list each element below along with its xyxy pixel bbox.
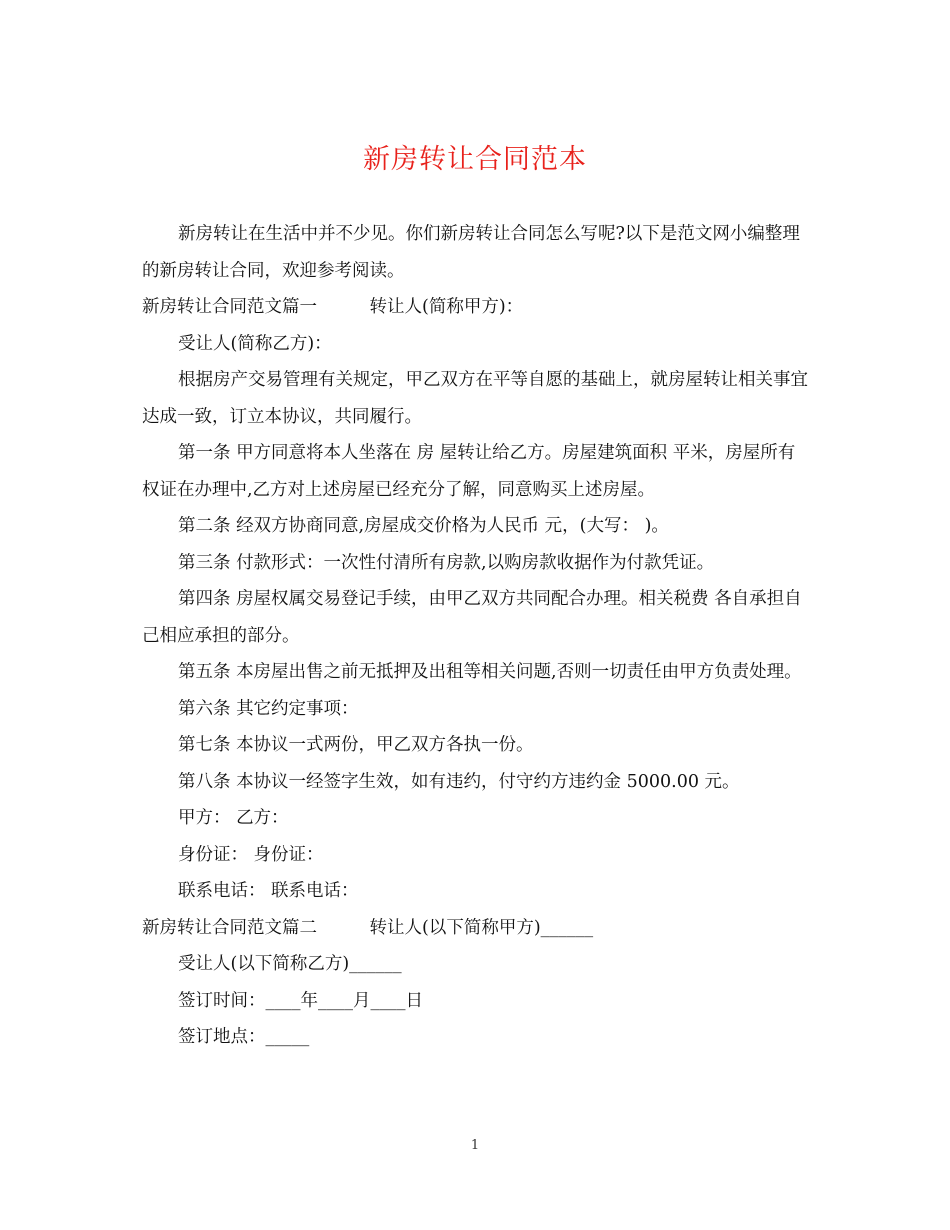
paragraph-transferee-two: 受让人(以下简称乙方)______ [178, 954, 402, 974]
document-title: 新房转让合同范本 [363, 144, 587, 175]
paragraph-article-2: 第二条 经双方协商同意,房屋成交价格为人民币 元，(大写： )。 [178, 516, 669, 536]
paragraph-article-3: 第三条 付款形式：一次性付清所有房款,以购房款收据作为付款凭证。 [178, 552, 715, 573]
document-body [142, 216, 812, 1056]
paragraph-signing-date: 签订时间：____年____月____日 [178, 990, 423, 1011]
paragraph-phones: 联系电话： 联系电话： [178, 881, 359, 901]
paragraph-id-cards: 身份证： 身份证： [178, 844, 324, 865]
paragraph-parties: 甲方： 乙方： [178, 808, 289, 828]
paragraph-preamble: 根据房产交易管理有关规定，甲乙双方在平等自愿的基础上，就房屋转让相关事宜达成一致，订立本协议，共同履行。 [142, 370, 808, 427]
paragraph-section-two-heading: 新房转让合同范文篇二 转让人(以下简称甲方)______ [142, 917, 594, 938]
paragraph-article-6: 第六条 其它约定事项： [178, 698, 359, 719]
paragraph-article-5: 第五条 本房屋出售之前无抵押及出租等相关问题,否则一切责任由甲方负责处理。 [178, 662, 802, 682]
paragraph-article-1: 第一条 甲方同意将本人坐落在 房 屋转让给乙方。房屋建筑面积 平米，房屋所有权证在办理中,乙方对上述房屋已经充分了解，同意购买上述房屋。 [142, 443, 796, 500]
paragraph-section-one-heading: 新房转让合同范文篇一 转让人(简称甲方)： [142, 297, 524, 317]
paragraph-intro: 新房转让在生活中并不少见。你们新房转让合同怎么写呢?以下是范文网小编整理的新房转让合同，欢迎参考阅读。 [142, 224, 800, 281]
paragraph-article-7: 第七条 本协议一式两份，甲乙双方各执一份。 [178, 735, 534, 755]
paragraph-article-4: 第四条 房屋权属交易登记手续，由甲乙双方共同配合办理。相关税费 各自承担自己相应承担的部分。 [142, 589, 802, 646]
paragraph-signing-place: 签订地点：_____ [178, 1027, 310, 1047]
paragraph-transferee: 受让人(简称乙方)： [178, 333, 332, 354]
paragraph-article-8: 第八条 本协议一经签字生效，如有违约，付守约方违约金 5000.00 元。 [178, 771, 740, 792]
page-number: 1 [470, 1138, 480, 1153]
